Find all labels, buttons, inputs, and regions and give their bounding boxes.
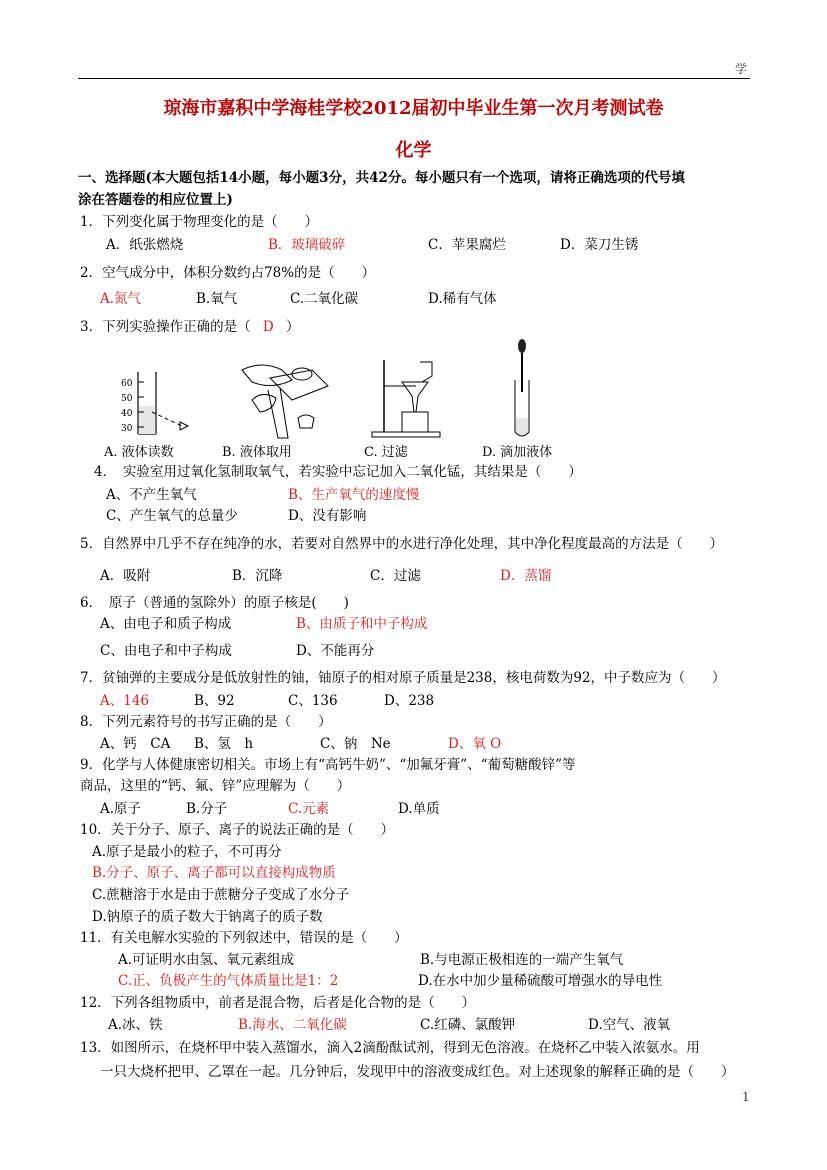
figure-a-ticks bbox=[121, 377, 132, 437]
figure-d-label: D. 滴加液体 bbox=[482, 445, 553, 460]
q12-option-b: B.海水、二氧化碳 bbox=[238, 1017, 347, 1033]
figure-b-liquid-pouring bbox=[232, 350, 342, 440]
q2-option-b: B.氧气 bbox=[196, 291, 238, 307]
q5-option-b: B．沉降 bbox=[232, 568, 283, 584]
q10-stem: 10．关于分子、原子、离子的说法正确的是（ ） bbox=[80, 822, 395, 838]
q4-stem: 4． 实验室用过氧化氢制取氧气，若实验中忘记加入二氧化锰，其结果是（ ） bbox=[94, 464, 582, 480]
q4-option-d: D、没有影响 bbox=[288, 508, 367, 524]
q7-stem: 7．贫铀弹的主要成分是低放射性的铀，铀原子的相对原子质量是238，核电荷数为92，中子数应为（ ） bbox=[80, 670, 726, 686]
section-heading-line2: 涂在答题卷的相应位置上) bbox=[78, 192, 233, 208]
tick-label: 50 bbox=[121, 394, 133, 404]
q7-option-c: C、136 bbox=[288, 693, 338, 709]
q12-stem: 12．下列各组物质中，前者是混合物，后者是化合物的是（ ） bbox=[80, 995, 476, 1011]
q13-stem-line2: 一只大烧杯把甲、乙罩在一起。几分钟后，发现甲中的溶液变成红色。对上述现象的解释正确的是（ ） bbox=[100, 1064, 735, 1080]
q8-option-c: C、钠 Ne bbox=[320, 736, 391, 752]
q3-stem-close: ） bbox=[286, 319, 300, 335]
subject-title: 化学 bbox=[395, 140, 432, 161]
q3-stem bbox=[80, 315, 300, 335]
tick-label: 40 bbox=[121, 409, 133, 419]
q9-stem-line1: 9．化学与人体健康密切相关。市场上有“高钙牛奶”、“加氟牙膏”、“葡萄糖酸锌”等 bbox=[80, 757, 576, 773]
figure-a-label: A. 液体读数 bbox=[104, 445, 174, 460]
q11-option-a: A.可证明水由氢、氧元素组成 bbox=[118, 952, 295, 968]
q2-option-c: C.二氧化碳 bbox=[290, 291, 359, 307]
q4-option-c: C、产生氧气的总量少 bbox=[106, 508, 238, 524]
q10-option-d: D.钠原子的质子数大于钠离子的质子数 bbox=[92, 909, 323, 925]
q7-option-d: D、238 bbox=[384, 693, 435, 709]
q1-option-c: C．苹果腐烂 bbox=[428, 237, 506, 253]
q6-option-a: A、由电子和质子构成 bbox=[100, 616, 232, 632]
q1-option-b: B．玻璃破碎 bbox=[268, 237, 346, 253]
figure-d-dropper bbox=[502, 336, 542, 440]
q8-option-b: B、氢 h bbox=[194, 736, 254, 752]
tick-label: 60 bbox=[121, 379, 133, 389]
q1-option-d: D．菜刀生锈 bbox=[560, 237, 639, 253]
q9-option-d: D.单质 bbox=[398, 801, 440, 817]
q4-option-b: B、生产氧气的速度慢 bbox=[288, 487, 420, 503]
header-corner-text: 学 bbox=[735, 62, 748, 76]
header-rule bbox=[78, 78, 750, 79]
q10-option-a: A.原子是最小的粒子，不可再分 bbox=[92, 844, 282, 860]
q8-option-a: A、钙 CA bbox=[100, 736, 171, 752]
q10-option-c: C.蔗糖溶于水是由于蔗糖分子变成了水分子 bbox=[92, 887, 350, 903]
q1-stem: 1．下列变化属于物理变化的是（ ） bbox=[80, 214, 319, 230]
q12-option-a: A.冰、铁 bbox=[108, 1017, 163, 1033]
q9-stem-line2: 商品，这里的“钙、氟、锌”应理解为（ ） bbox=[80, 778, 351, 794]
q7-option-a: A、146 bbox=[100, 693, 150, 709]
q11-option-b: B.与电源正极相连的一端产生氧气 bbox=[420, 952, 624, 968]
figure-a-cylinder-reading bbox=[100, 370, 200, 440]
figure-c-label: C. 过滤 bbox=[364, 445, 408, 460]
q6-option-d: D、不能再分 bbox=[296, 643, 375, 659]
q9-option-b: B.分子 bbox=[186, 801, 228, 817]
page-number: 1 bbox=[742, 1090, 750, 1104]
q7-option-b: B、92 bbox=[194, 693, 235, 709]
q2-option-a: A.氮气 bbox=[100, 291, 142, 307]
q6-stem: 6． 原子（普通的氢除外）的原子核是( ) bbox=[80, 595, 349, 611]
tick-label: 30 bbox=[121, 424, 133, 434]
q3-stem-text: 3．下列实验操作正确的是（ bbox=[80, 319, 251, 335]
q11-stem: 11．有关电解水实验的下列叙述中，错误的是（ ） bbox=[80, 930, 408, 946]
q13-stem-line1: 13．如图所示，在烧杯甲中装入蒸馏水，滴入2滴酚酞试剂，得到无色溶液。在烧杯乙中装入浓氨水。用 bbox=[80, 1040, 700, 1056]
q2-stem: 2．空气成分中，体积分数约占78%的是（ ） bbox=[80, 265, 376, 281]
q12-option-d: D.空气、液氧 bbox=[588, 1017, 671, 1033]
q5-stem: 5．自然界中几乎不存在纯净的水，若要对自然界中的水进行净化处理，其中净化程度最高的方法是（ ） bbox=[80, 536, 724, 552]
q9-option-c: C.元素 bbox=[288, 801, 330, 817]
q11-option-c: C.正、负极产生的气体质量比是1：2 bbox=[118, 973, 339, 989]
figure-c-filtration bbox=[362, 356, 452, 440]
q4-option-a: A、不产生氧气 bbox=[106, 487, 197, 503]
q8-stem: 8．下列元素符号的书写正确的是（ ） bbox=[80, 714, 332, 730]
q5-option-d: D．蒸馏 bbox=[500, 568, 552, 584]
q1-option-a: A．纸张燃烧 bbox=[106, 237, 184, 253]
q2-option-d: D.稀有气体 bbox=[428, 291, 497, 307]
q6-option-c: C、由电子和中子构成 bbox=[100, 643, 232, 659]
q12-option-c: C.红磷、氯酸钾 bbox=[420, 1017, 516, 1033]
figure-b-label: B. 液体取用 bbox=[222, 445, 292, 460]
q6-option-b: B、由质子和中子构成 bbox=[296, 616, 428, 632]
section-heading-line1: 一、选择题(本大题包括14小题，每小题3分，共42分。每小题只有一个选项，请将正确选项的代号填 bbox=[78, 170, 685, 186]
q5-option-c: C．过滤 bbox=[370, 568, 421, 584]
q9-option-a: A.原子 bbox=[100, 801, 142, 817]
q5-option-a: A．吸附 bbox=[100, 568, 151, 584]
page-title: 琼海市嘉积中学海桂学校2012届初中毕业生第一次月考测试卷 bbox=[163, 98, 664, 119]
q8-option-d: D、氧 O bbox=[448, 736, 502, 752]
q11-option-d: D.在水中加少量稀硫酸可增强水的导电性 bbox=[418, 973, 663, 989]
q10-option-b: B.分子、原子、离子都可以直接构成物质 bbox=[92, 865, 336, 881]
q3-answer: D bbox=[262, 319, 274, 335]
